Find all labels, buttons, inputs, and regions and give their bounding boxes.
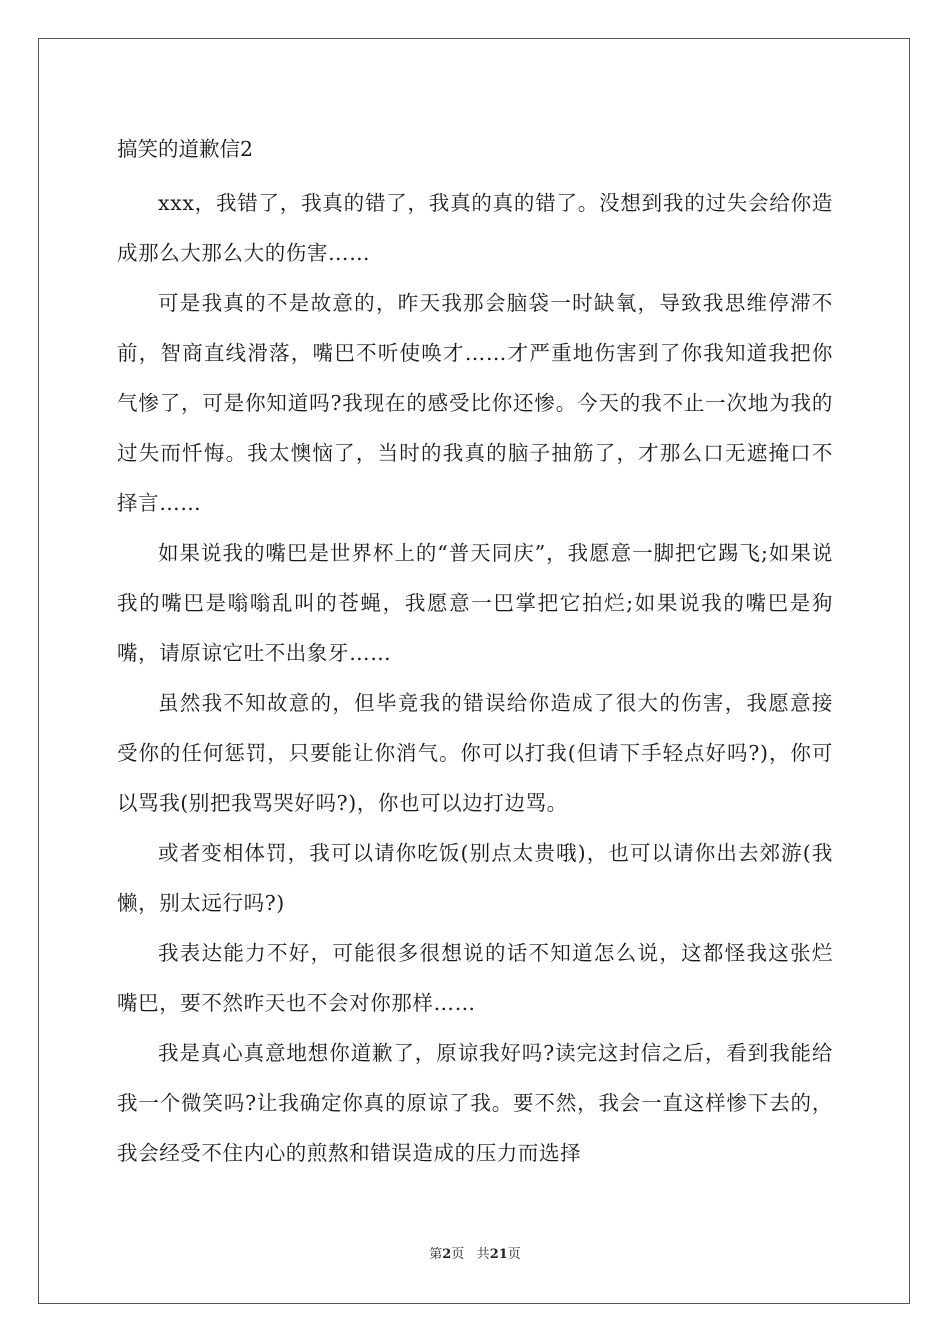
paragraph-5: 或者变相体罚，我可以请你吃饭(别点太贵哦)，也可以请你出去郊游(我懒，别太远行吗?) [117, 841, 833, 915]
page-footer [0, 1245, 950, 1265]
document-body [117, 128, 833, 1178]
paragraph-6: 我表达能力不好，可能很多很想说的话不知道怎么说，这都怪我这张烂嘴巴，要不然昨天也不会对你那样…… [117, 941, 833, 1015]
page-number-current: 2 [442, 1247, 452, 1262]
paragraph-2: 可是我真的不是故意的，昨天我那会脑袋一时缺氧，导致我思维停滞不前，智商直线滑落，嘴巴不听使唤才……才严重地伤害到了你我知道我把你气惨了，可是你知道吗?我现在的感受比你还惨。今天的我不止一次地为我的过失而忏悔。我太懊恼了，当时的我真的脑子抽筋了，才那么口无遮掩口不择言…… [117, 291, 833, 515]
paragraph-1: xxx，我错了，我真的错了，我真的真的错了。没想到我的过失会给你造成那么大那么大的伤害…… [117, 191, 833, 265]
paragraph-7: 我是真心真意地想你道歉了，原谅我好吗?读完这封信之后，看到我能给我一个微笑吗?让我确定你真的原谅了我。要不然，我会一直这样惨下去的，我会经受不住内心的煎熬和错误造成的压力而选择 [117, 1041, 833, 1165]
page-total-suffix: 页 [507, 1247, 521, 1262]
page-number-suffix: 页 [451, 1247, 465, 1262]
page-number-total: 21 [489, 1247, 508, 1262]
paragraph-3: 如果说我的嘴巴是世界杯上的“普天同庆”，我愿意一脚把它踢飞;如果说我的嘴巴是嗡嗡乱叫的苍蝇，我愿意一巴掌把它拍烂;如果说我的嘴巴是狗嘴，请原谅它吐不出象牙…… [117, 541, 833, 665]
document-title: 搞笑的道歉信2 [117, 137, 254, 161]
page-number-prefix: 第 [429, 1247, 443, 1262]
page-total-prefix: 共 [476, 1247, 490, 1262]
paragraph-4: 虽然我不知故意的，但毕竟我的错误给你造成了很大的伤害，我愿意接受你的任何惩罚，只要能让你消气。你可以打我(但请下手轻点好吗?)，你可以骂我(别把我骂哭好吗?)，你也可以边打边骂。 [117, 691, 833, 815]
